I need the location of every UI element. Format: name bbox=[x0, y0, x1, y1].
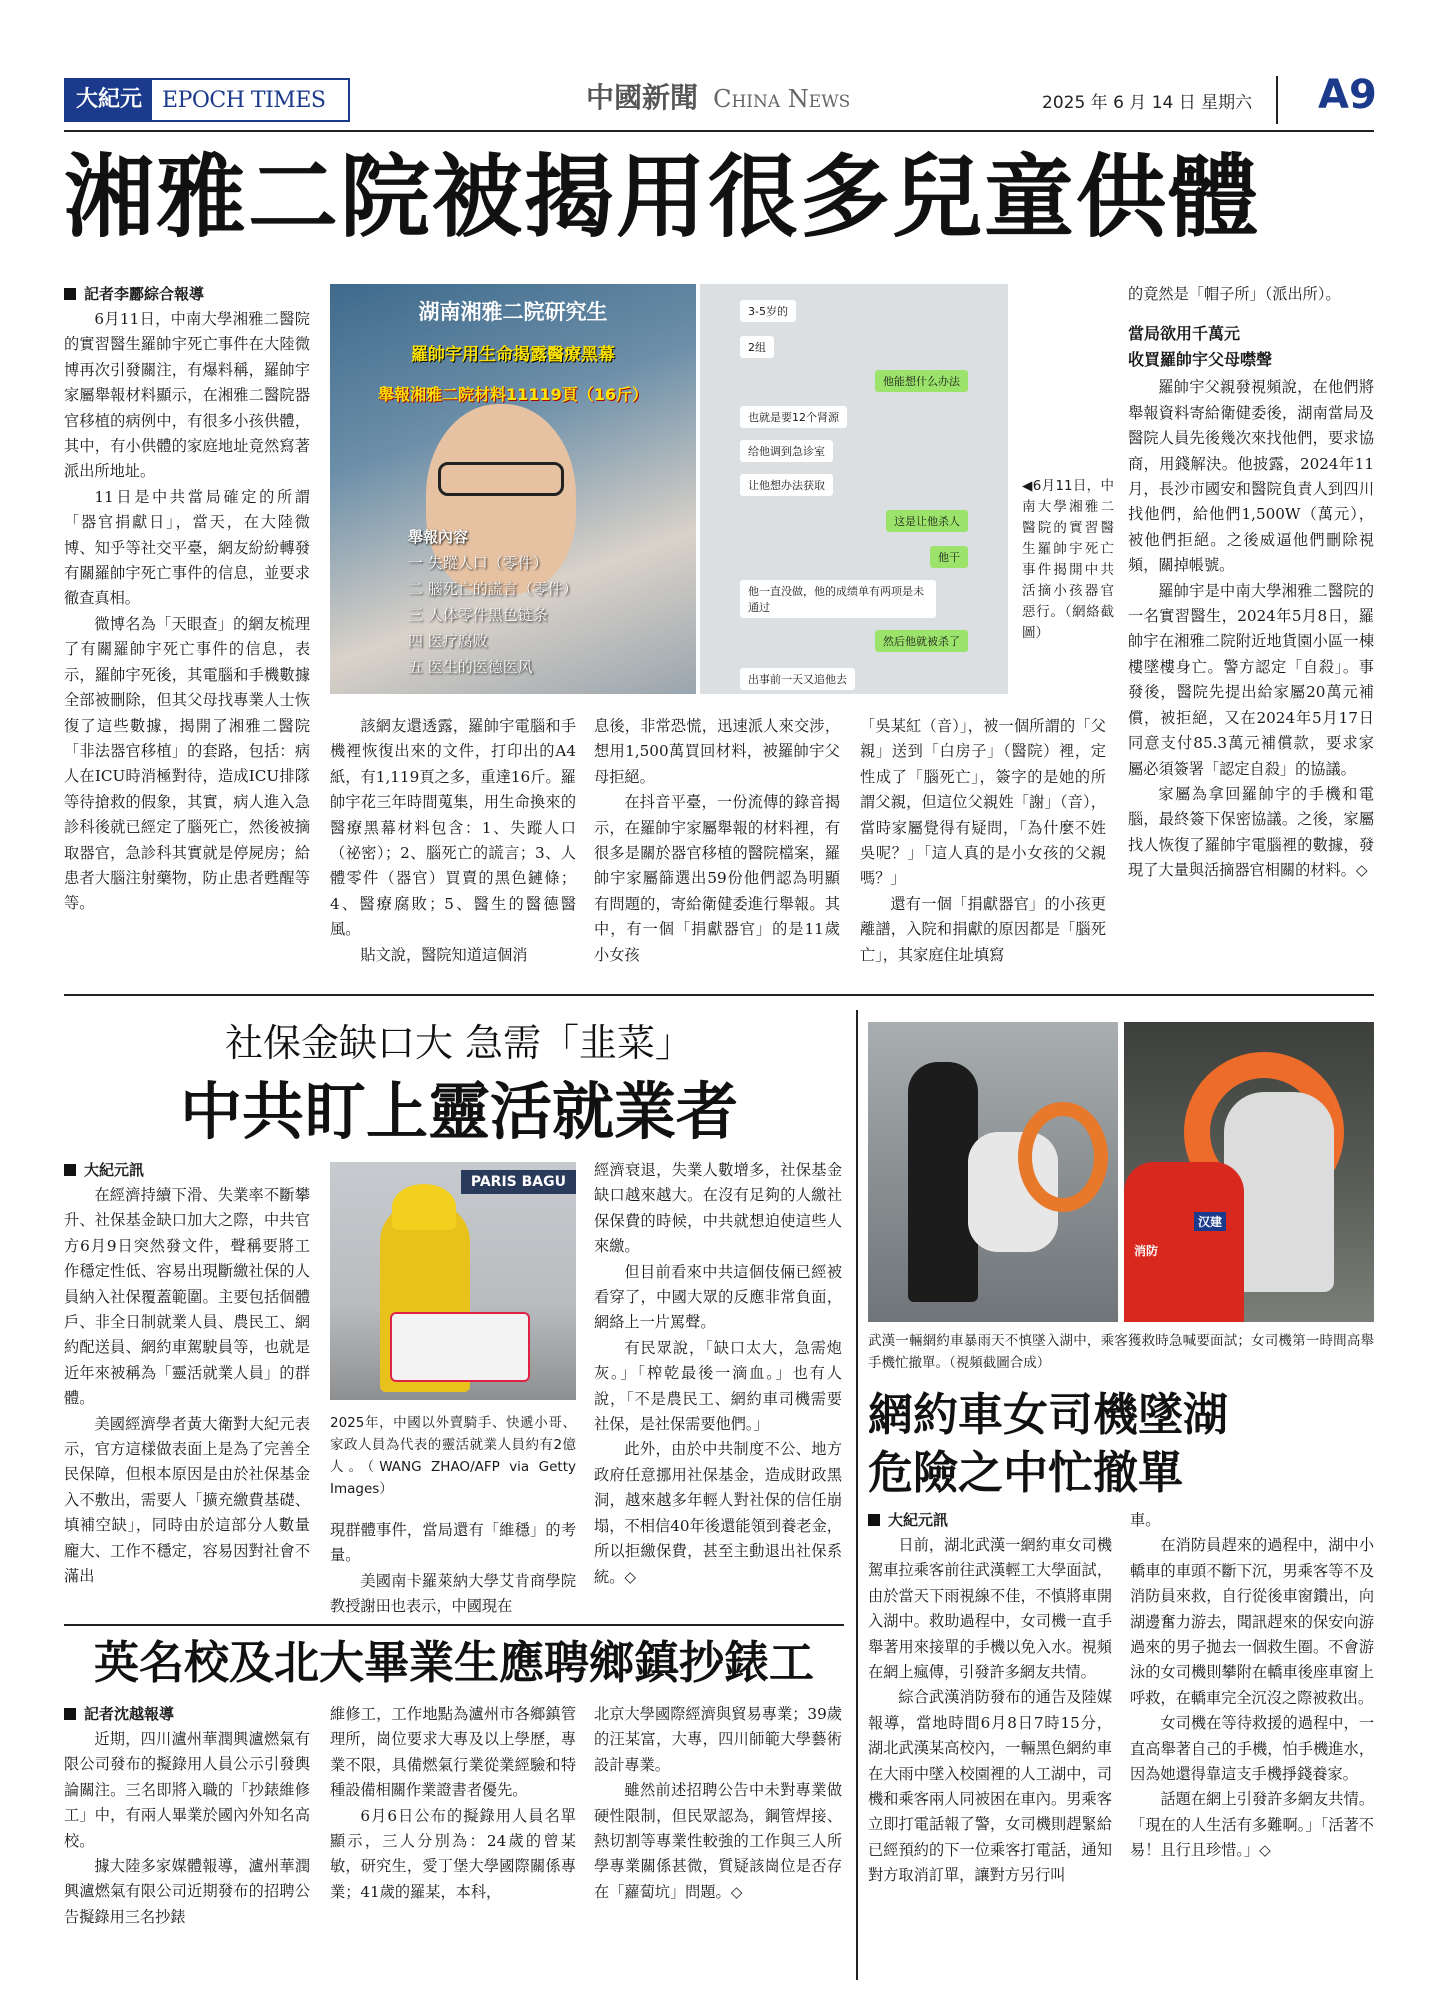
story2-photo-courier bbox=[330, 1162, 576, 1400]
chat-msg: 2组 bbox=[740, 336, 774, 358]
paragraph: 羅帥宇父親發視頻說，在他們將舉報資料寄給衛健委後，湖南當局及醫院人員先後幾次來找他們，要求協商，用錢解決。他披露，2024年11月，長沙市國安和醫院負責人到四川找他們，給他們1,500W（萬元），被他們拒絕。之後威逼他們刪除視頻，關掉帳號。 bbox=[1128, 378, 1374, 575]
story4-photo-rescue bbox=[868, 1022, 1118, 1322]
paragraph: 的竟然是「帽子所」（派出所）。 bbox=[1128, 285, 1341, 303]
masthead-logo bbox=[64, 78, 350, 122]
paragraph: 貼文說，醫院知道這個消 bbox=[360, 945, 528, 964]
story4-col1 bbox=[868, 1508, 1112, 1889]
story1-byline: 記者李酈綜合報導 bbox=[64, 282, 310, 307]
masthead-divider bbox=[1276, 76, 1278, 124]
story4-byline: 大紀元訊 bbox=[868, 1508, 1112, 1533]
story4-caption: 武漢一輛網約車暴雨天不慎墜入湖中，乘客獲救時急喊要面試；女司機第一時間高舉手機忙撤單。（視頻截圖合成） bbox=[868, 1333, 1374, 1371]
paragraph: 羅帥宇是中南大學湘雅二醫院的一名實習醫生，2024年5月8日，羅帥宇在湘雅二院附近地貨園小區一棟樓墜樓身亡。警方認定「自殺」。事發後，醫院先提出給家屬20萬元補償，被拒絕，又在2024年5月17日同意支付85.3萬元補償款，要求家屬必須簽署「認定自殺」的協議。 bbox=[1128, 581, 1374, 778]
list-title: 舉報內容 bbox=[408, 528, 469, 546]
paragraph: 「吳某紅（音）」，被一個所謂的「父親」送到「白房子」（醫院）裡，定性成了「腦死亡」，簽字的是她的所謂父親，但這位父親姓「謝」（音），當時家屬覺得有疑問，「為什麼不姓吳呢？」「這人真的是小女孩的父親嗎？」 bbox=[860, 717, 1106, 888]
paragraph: 美國經濟學者黃大衛對大紀元表示，官方這樣做表面上是為了完善全民保障，但根本原因是由於社保基金入不敷出，需要人「擴充繳費基礎、填補空缺」，同時由於這部分人數量龐大、工作不穩定，容易因對社會不滿出 bbox=[64, 1414, 310, 1586]
story1-headline: 湘雅二院被揭用很多兒童供體 bbox=[64, 145, 1260, 250]
paragraph: 還有一個「捐獻器官」的小孩更離譜，入院和捐獻的原因都是「腦死亡」，其家庭住址填寫 bbox=[860, 894, 1106, 964]
paragraph: 據大陸多家媒體報導，瀘州華潤興瀘燃氣有限公司近期發布的招聘公告擬錄用三名抄錶 bbox=[64, 1857, 310, 1926]
story1-col2 bbox=[330, 714, 576, 968]
story4-photo-firefighter bbox=[1124, 1022, 1374, 1322]
story3-byline: 記者沈越報導 bbox=[64, 1702, 310, 1727]
patch-text: 消防 bbox=[1134, 1244, 1159, 1258]
paragraph: 在消防員趕來的過程中，湖中小轎車的車頭不斷下沉，男乘客等不及消防員來救，自行從後車窗鑽出，向湖邊奮力游去，聞訊趕來的保安向游過來的男子拋去一個救生圈。不會游泳的女司機則攀附在轎車後座車窗上呼救，在轎車完全沉沒之際被救出。 bbox=[1130, 1536, 1374, 1707]
story1-subhead: 當局欲用千萬元 收買羅帥宇父母噤聲 bbox=[1128, 324, 1273, 370]
photo-top-text: 湖南湘雅二院研究生 bbox=[418, 300, 608, 324]
story2-headline: 中共盯上靈活就業者 bbox=[179, 1075, 738, 1148]
story2-col3 bbox=[594, 1158, 842, 1590]
issue-date: 2025 年 6 月 14 日 星期六 bbox=[1042, 93, 1253, 113]
logo-en: EPOCH TIMES bbox=[162, 87, 326, 113]
glasses-shape bbox=[438, 462, 564, 496]
paragraph: 有民眾說，「缺口太大，急需炮灰。」「榨乾最後一滴血。」也有人說，「不是農民工、網約車司機需要社保，是社保需要他們。」 bbox=[594, 1338, 842, 1434]
paragraph: 經濟衰退，失業人數增多，社保基金缺口越來越大。在沒有足夠的人繳社保保費的時候，中共就想迫使這些人來繳。 bbox=[594, 1161, 842, 1256]
paragraph: 北京大學國際經濟與貿易專業；39歲的汪某富，大專，四川師範大學藝術設計專業。 bbox=[594, 1705, 842, 1774]
story1-col5 bbox=[1128, 282, 1374, 884]
section-title bbox=[586, 76, 850, 116]
story1-bottom-rule bbox=[64, 994, 1374, 996]
paragraph: 此外，由於中共制度不公、地方政府任意挪用社保基金，造成財政黑洞，越來越多年輕人對社保的信任崩塌，不相信40年後還能領到養老金，所以拒繳保費，甚至主動退出社保系統。◇ bbox=[594, 1440, 842, 1586]
paragraph: 維修工，工作地點為瀘州市各鄉鎮管理所，崗位要求大專及以上學歷，專業不限，具備燃氣行業從業經驗和特種設備相關作業證書者優先。 bbox=[330, 1705, 576, 1800]
story3-col1 bbox=[64, 1702, 310, 1930]
story2-col1 bbox=[64, 1158, 310, 1590]
list-item: 四 医疗腐败 bbox=[408, 632, 488, 650]
chat-msg: 这是让他杀人 bbox=[886, 510, 968, 532]
logo-cn: 大紀元 bbox=[66, 80, 152, 120]
paragraph: 該網友還透露，羅帥宇電腦和手機裡恢復出來的文件，打印出的A4紙，有1,119頁之多，重達16斤。羅帥宇花三年時間蒐集，用生命換來的醫療黑幕材料包含：1、失蹤人口（祕密）；2、腦死亡的謊言；3、人體零件（器官）買賣的黑色鏈條；4、醫療腐敗；5、醫生的醫德醫風。 bbox=[330, 717, 576, 939]
chat-msg: 他能想什么办法 bbox=[875, 370, 968, 392]
list-item: 一 失蹤人口（零件） bbox=[408, 554, 548, 572]
story3-col3 bbox=[594, 1702, 842, 1905]
paragraph: 車。 bbox=[1130, 1511, 1161, 1529]
chat-msg: 让他想办法获取 bbox=[740, 474, 833, 496]
paragraph: 在抖音平臺，一份流傳的錄音揭示，在羅帥宇家屬舉報的材料裡，有很多是關於器官移植的醫院檔案，羅帥宇家屬篩選出59份他們認為明顯有問題的，寄給衛健委進行舉報。其中，有一個「捐獻器官」的是11歲小女孩 bbox=[594, 793, 840, 964]
page-number: A9 bbox=[1318, 72, 1377, 118]
chat-msg: 也就是要12个肾源 bbox=[740, 406, 847, 428]
life-ring bbox=[1018, 1102, 1108, 1212]
story4-headline: 網約車女司機墜湖 危險之中忙撤單 bbox=[868, 1388, 1229, 1499]
delivery-bags bbox=[390, 1312, 530, 1382]
chat-msg: 然后他就被杀了 bbox=[875, 630, 968, 652]
story1-photo-video bbox=[330, 284, 696, 694]
paragraph: 近期，四川瀘州華潤興瀘燃氣有限公司發布的擬錄用人員公示引發輿論關注。三名即將入職的「抄錶維修工」中，有兩人畢業於國內外知名高校。 bbox=[64, 1730, 310, 1850]
story1-col1 bbox=[64, 282, 310, 917]
paragraph: 女司機在等待救援的過程中，一直高舉著自己的手機，怕手機進水，因為她還得靠這支手機掙錢養家。 bbox=[1130, 1714, 1374, 1784]
story4-col2 bbox=[1130, 1508, 1374, 1864]
chat-msg: 他一直没做，他的成绩单有两项是未通过 bbox=[740, 580, 936, 618]
story3-col2 bbox=[330, 1702, 576, 1905]
list-item: 三 人体零件黑色链条 bbox=[408, 606, 548, 624]
vertical-divider bbox=[856, 1010, 858, 1980]
paragraph: 美國南卡羅萊納大學艾肯商學院教授謝田也表示，中國現在 bbox=[330, 1571, 576, 1616]
list-box bbox=[400, 520, 636, 684]
paragraph: 話題在網上引發許多網友共情。「現在的人生活有多難啊。」「活著不易！且行且珍惜。」◇ bbox=[1130, 1790, 1374, 1860]
story1-col3 bbox=[594, 714, 840, 968]
helmet-shape bbox=[392, 1184, 456, 1230]
photo-line3: 舉報湘雅二院材料11119頁（16斤） bbox=[378, 385, 648, 404]
patch-text: 汉建 bbox=[1194, 1212, 1226, 1231]
section-en: China News bbox=[713, 85, 851, 113]
store-sign: PARIS BAGU bbox=[461, 1170, 576, 1194]
chat-msg: 3-5岁的 bbox=[740, 300, 796, 322]
chat-msg: 出事前一天又追他去 bbox=[740, 668, 855, 690]
paragraph: 在經濟持續下滑、失業率不斷攀升、社保基金缺口加大之際，中共官方6月9日突然發文件，聲稱要將工作穩定性低、容易出現斷繳社保的人員納入社保覆蓋範圍。主要包括個體戶、非全日制就業人員、農民工、網約配送員、網約車駕駛員等，也就是近年來被稱為「靈活就業人員」的群體。 bbox=[64, 1186, 310, 1408]
paragraph: 綜合武漢消防發布的通告及陸媒報導，當地時間6月8日7時15分，湖北武漢某高校內，一輛黑色網約車在大雨中墜入校園裡的人工湖中，司機和乘客兩人同被困在車內。男乘客立即打電話報了警，女司機則趕緊給已經預約的下一位乘客打電話，通知對方取消訂單，讓對方另行叫 bbox=[868, 1688, 1112, 1885]
paragraph: 家屬為拿回羅帥宇的手機和電腦，最終簽下保密協議。之後，家屬找人恢復了羅帥宇電腦裡的數據，發現了大量與活摘器官相關的材料。◇ bbox=[1128, 784, 1374, 880]
chat-msg: 给他调到急诊室 bbox=[740, 440, 833, 462]
story2-col2 bbox=[330, 1518, 576, 1620]
story3-headline: 英名校及北大畢業生應聘鄉鎮抄錶工 bbox=[93, 1636, 814, 1689]
paragraph: 日前，湖北武漢一網約車女司機駕車拉乘客前往武漢輕工大學面試，由於當天下雨視線不佳，不慎將車開入湖中。救助過程中，女司機一直手舉著用來接單的手機以免入水。視頻在網上瘋傳，引發許多網友共情。 bbox=[868, 1536, 1112, 1682]
paragraph: 6月6日公布的擬錄用人員名單顯示，三人分別為：24歲的曾某敏，研究生，愛丁堡大學國際關係專業；41歲的羅某，本科， bbox=[330, 1806, 576, 1901]
paragraph: 但目前看來中共這個伎倆已經被看穿了，中國大眾的反應非常負面，網絡上一片罵聲。 bbox=[594, 1262, 842, 1332]
list-item: 二 腦死亡的謊言（零件） bbox=[408, 580, 578, 598]
paragraph: 6月11日，中南大學湘雅二醫院的實習醫生羅帥宇死亡事件在大陸微博再次引發關注，有爆料稱，羅帥宇家屬舉報材料顯示，在湘雅二醫院器官移植的病例中，有很多小孩供體，其中，有小供體的家庭地址竟然寫著派出所地址。 bbox=[64, 310, 310, 481]
masthead-rule bbox=[64, 130, 1374, 132]
story2-kicker: 社保金缺口大 急需「韭菜」 bbox=[224, 1021, 694, 1065]
story1-caption: ◀6月11日，中南大學湘雅二醫院的實習醫生羅帥宇死亡事件揭開中共活摘小孩器官惡行。（網絡截圖） bbox=[1022, 478, 1114, 641]
story1-photo-chat bbox=[700, 284, 1008, 694]
story2-bottom-rule bbox=[64, 1624, 844, 1626]
story2-caption: 2025年，中國以外賣騎手、快遞小哥、家政人員為代表的靈活就業人員約有2億人。（WANG ZHAO/AFP via Getty Images） bbox=[330, 1415, 576, 1497]
paragraph: 息後，非常恐慌，迅速派人來交涉，想用1,500萬買回材料，被羅帥宇父母拒絕。 bbox=[594, 717, 840, 786]
photo-line2: 羅帥宇用生命揭露醫療黑幕 bbox=[411, 345, 615, 365]
story1-col4 bbox=[860, 714, 1106, 968]
paragraph: 雖然前述招聘公告中未對專業做硬性限制，但民眾認為，鋼管焊接、熱切割等專業性較強的工作與三人所學專業關係甚微，質疑該崗位是否存在「蘿蔔坑」問題。◇ bbox=[594, 1781, 842, 1901]
paragraph: 11日是中共當局確定的所謂「器官捐獻日」，當天，在大陸微博、知乎等社交平臺，網友紛紛轉發有關羅帥宇死亡事件的信息，並要求徹查真相。 bbox=[64, 487, 310, 608]
paragraph: 微博名為「天眼查」的網友梳理了有關羅帥宇死亡事件的信息，表示，羅帥宇死後，其電腦和手機數據全部被刪除，但其父母找專業人士恢復了這些數據，揭開了湘雅二醫院「非法器官移植」的套路，包括：病人在ICU時消極對待，造成ICU排隊等待搶救的假象，其實，病人進入急診科後就已經定了腦死亡，然後被摘取器官，急診科其實就是停屍房；給患者大腦注射藥物，防止患者甦醒等等。 bbox=[64, 614, 310, 913]
paragraph: 現群體事件，當局還有「維穩」的考量。 bbox=[330, 1521, 576, 1565]
chat-msg: 他干 bbox=[930, 546, 968, 568]
story2-byline: 大紀元訊 bbox=[64, 1158, 310, 1183]
list-item: 五 医生的医德医风 bbox=[408, 658, 533, 676]
section-cn: 中國新聞 bbox=[586, 81, 699, 114]
